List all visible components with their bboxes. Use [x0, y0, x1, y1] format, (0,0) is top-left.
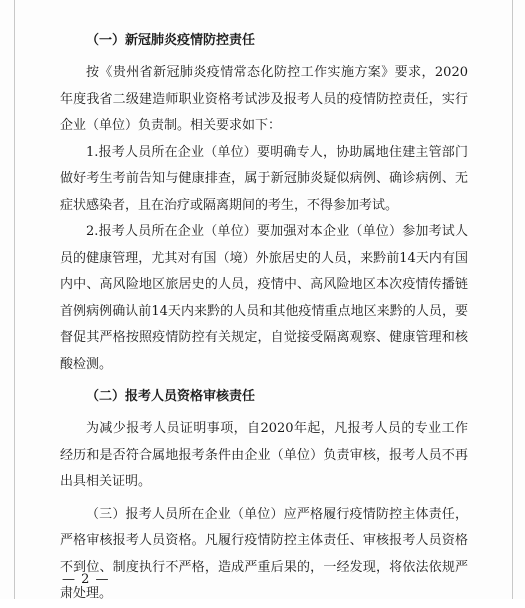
page-number: — 2 — — [62, 572, 110, 587]
paragraph-item-1: 1.报考人员所在企业（单位）要明确专人，协助属地住建主管部门做好考生考前告知与健康排查，属于新冠肺炎疑似病例、确诊病例、无症状感染者，且在治疗或隔离期间的考生，不得参加考试。 — [60, 144, 468, 213]
page-edge-left — [14, 0, 15, 599]
paragraph-qualification: 为减少报考人员证明事项，自2020年起，凡报考人员的专业工作经历和是否符合属地报考条件由企业（单位）负责审核，报考人员不再出具相关证明。 — [60, 421, 468, 489]
paragraph-responsibility: （三）报考人员所在企业（单位）应严格履行疫情防控主体责任，严格审核报考人员资格。凡履行疫情防控主体责任、审核报考人员资格不到位、制度执行不严格，造成严重后果的，一经发现，将依法依规严肃处理。 — [60, 506, 468, 601]
section-heading-2: （二）报考人员资格审核责任 — [86, 389, 256, 404]
document-body — [60, 28, 468, 608]
section-heading-1: （一）新冠肺炎疫情防控责任 — [86, 33, 256, 48]
paragraph-intro: 按《贵州省新冠肺炎疫情常态化防控工作实施方案》要求，2020年度我省二级建造师职业资格考试涉及报考人员的疫情防控责任，实行企业（单位）负责制。相关要求如下： — [60, 65, 468, 133]
page-edge-right — [512, 0, 513, 599]
paragraph-item-2: 2.报考人员所在企业（单位）要加强对本企业（单位）参加考试人员的健康管理，尤其对有国（境）外旅居史的人员，来黔前14天内有国内中、高风险地区旅居史的人员，疫情中、高风险地区本次疫情传播链首例病例确认前14天内来黔的人员和其他疫情重点地区来黔的人员，要督促其严格按照疫情防控有关规定，自觉接受隔离观察、健康管理和核酸检测。 — [60, 224, 468, 372]
